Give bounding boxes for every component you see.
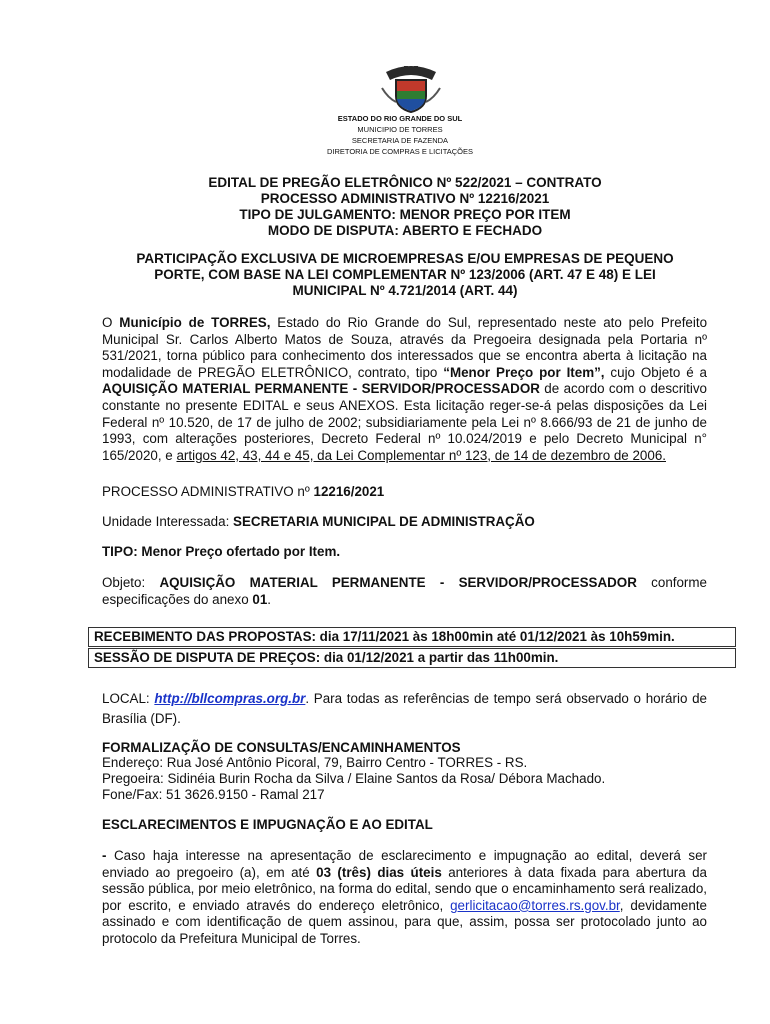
processo-line bbox=[102, 484, 707, 501]
intro-text-4: de acordo com o descritivo constante no presente EDITAL e seus ANEXOS. Esta licitação reger-se-á pelas disposições da Lei Federal nº 10.520, de 17 de julho de 2002; subsidiariamente pela Lei nº 8.666/93 de 21 de junho de 1993, com alterações posteriores, Decreto Federal nº 10.024/2019 e pelo Decreto Municipal n° 165/2020, e bbox=[102, 381, 708, 463]
sessao-box: SESSÃO DE DISPUTA DE PREÇOS: dia 01/12/2021 a partir das 11h00min. bbox=[88, 648, 736, 668]
objeto-value: AQUISIÇÃO MATERIAL PERMANENTE - SERVIDOR/PROCESSADOR bbox=[159, 575, 637, 590]
header-directorate: DIRETORIA DE COMPRAS E LICITAÇÕES bbox=[326, 147, 473, 156]
bllcompras-link[interactable]: http://bllcompras.org.br bbox=[154, 691, 306, 706]
objeto-label: Objeto: bbox=[102, 575, 160, 590]
tipo-line bbox=[102, 544, 707, 561]
esclarecimentos-prazo: 03 (três) dias úteis bbox=[316, 864, 442, 880]
esclarecimentos-paragraph bbox=[102, 848, 707, 948]
esclarecimentos-text-3: , devidamente assinado e com identificação de quem assinou, para que, assim, possa ser protocolado junto ao protocolo da Prefeitura Municipal de Torres. bbox=[102, 897, 707, 946]
objeto-paragraph bbox=[102, 575, 707, 608]
title-line-3: TIPO DE JULGAMENTO: MENOR PREÇO POR ITEM bbox=[239, 207, 571, 222]
esclarecimentos-text-1: Caso haja interesse na apresentação de esclarecimento e impugnação ao edital, deverá ser enviado ao pregoeiro (a), em até bbox=[102, 848, 708, 880]
municipal-crest-icon bbox=[380, 58, 442, 114]
unidade-value: SECRETARIA MUNICIPAL DE ADMINISTRAÇÃO bbox=[233, 514, 535, 529]
esclarecimentos-text-2: anteriores à data fixada para abertura da sessão pública, por meio eletrônico, na forma do edital, sendo que o encaminhamento será realizado, por escrito, e enviado através do endereço eletrônico, bbox=[102, 864, 707, 913]
objeto-end: . bbox=[267, 591, 272, 607]
local-rest: . Para todas as referências de tempo será observado o horário de Brasília (DF). bbox=[102, 691, 707, 726]
header-secretariat: SECRETARIA DE FAZENDA bbox=[351, 136, 449, 145]
intro-text-1: O bbox=[102, 315, 120, 330]
intro-tipo: “Menor Preço por Item”, bbox=[443, 364, 605, 380]
formalizacao-pregoeira: Pregoeira: Sidinéia Burin Rocha da Silva / Elaine Santos da Rosa/ Débora Machado. bbox=[102, 771, 606, 786]
participation-line-2: PORTE, COM BASE NA LEI COMPLEMENTAR Nº 123/2006 (ART. 47 E 48) E LEI bbox=[154, 267, 656, 282]
intro-text-3: cujo Objeto é a bbox=[604, 364, 708, 380]
intro-text-2: Estado do Rio Grande do Sul, representado neste ato pelo Prefeito Municipal Sr. Carlos Alberto Matos de Souza, através da Pregoeira designada pela Portaria nº 531/2021, torna público para conhecimento dos interessados que se encontra aberta à licitação na modalidade de PREGÃO ELETRÔNICO, contrato, tipo bbox=[102, 315, 708, 380]
header-state: ESTADO DO RIO GRANDE DO SUL bbox=[337, 114, 463, 123]
local-paragraph bbox=[102, 689, 707, 729]
formalizacao-fone: Fone/Fax: 51 3626.9150 - Ramal 217 bbox=[102, 787, 325, 802]
recebimento-box: RECEBIMENTO DAS PROPOSTAS: dia 17/11/2021 às 18h00min até 01/12/2021 às 10h59min. bbox=[88, 627, 736, 647]
title-line-4: MODO DE DISPUTA: ABERTO E FECHADO bbox=[267, 223, 543, 238]
participation-line-1: PARTICIPAÇÃO EXCLUSIVA DE MICROEMPRESAS E/OU EMPRESAS DE PEQUENO bbox=[136, 251, 674, 266]
header-municipality: MUNICIPIO DE TORRES bbox=[357, 125, 443, 134]
esclarecimentos-dash: - bbox=[102, 848, 115, 863]
tipo-value: : Menor Preço ofertado por Item. bbox=[133, 544, 341, 559]
esclarecimentos-heading: ESCLARECIMENTOS E IMPUGNAÇÃO E AO EDITAL bbox=[102, 817, 433, 832]
email-link[interactable]: gerlicitacao@torres.rs.gov.br bbox=[450, 897, 620, 913]
unidade-label: Unidade Interessada: bbox=[102, 514, 234, 529]
intro-paragraph bbox=[102, 315, 707, 464]
intro-municipio: Município de TORRES, bbox=[119, 315, 271, 330]
objeto-anexo: 01 bbox=[252, 591, 268, 607]
processo-value: 12216/2021 bbox=[313, 484, 385, 499]
intro-objeto: AQUISIÇÃO MATERIAL PERMANENTE - SERVIDOR/PROCESSADOR bbox=[102, 381, 540, 397]
objeto-rest: conforme especificações do anexo bbox=[102, 575, 707, 607]
processo-label: PROCESSO ADMINISTRATIVO nº bbox=[102, 484, 314, 499]
tipo-label: TIPO bbox=[102, 544, 134, 559]
formalizacao-heading: FORMALIZAÇÃO DE CONSULTAS/ENCAMINHAMENTOS bbox=[102, 740, 461, 755]
participation-line-3: MUNICIPAL Nº 4.721/2014 (ART. 44) bbox=[292, 283, 518, 298]
title-line-2: PROCESSO ADMINISTRATIVO Nº 12216/2021 bbox=[260, 191, 550, 206]
intro-artigos: artigos 42, 43, 44 e 45, da Lei Complementar nº 123, de 14 de dezembro de 2006. bbox=[176, 447, 666, 463]
title-line-1: EDITAL DE PREGÃO ELETRÔNICO Nº 522/2021 – CONTRATO bbox=[208, 175, 602, 190]
local-label: LOCAL: bbox=[102, 691, 155, 706]
formalizacao-endereco: Endereço: Rua José Antônio Picoral, 79, Bairro Centro - TORRES - RS. bbox=[102, 755, 528, 770]
unidade-line bbox=[102, 514, 707, 531]
